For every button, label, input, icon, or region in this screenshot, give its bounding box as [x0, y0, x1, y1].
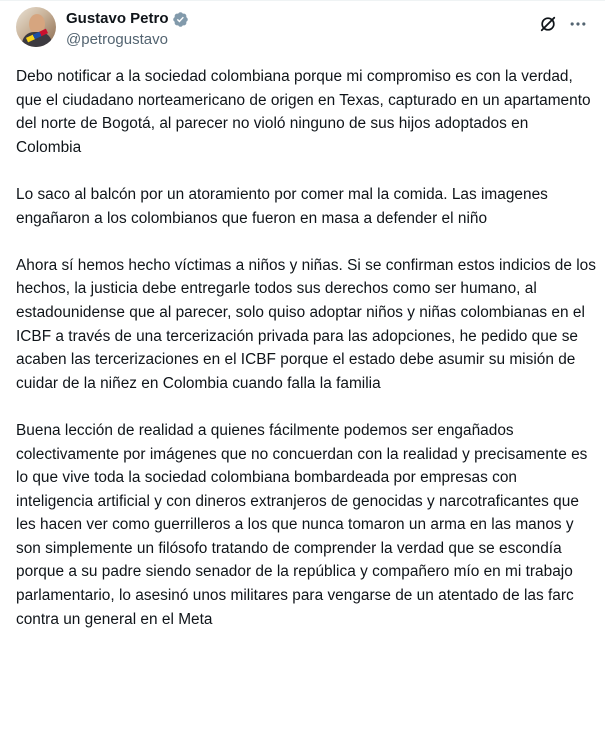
more-options-button[interactable]: [563, 9, 593, 39]
header-actions: [533, 9, 593, 39]
more-options-icon: [568, 14, 588, 34]
tweet-text: [16, 65, 596, 655]
author-display-name[interactable]: Gustavo Petro: [66, 10, 169, 27]
tweet-paragraph-3: Ahora sí hemos hecho víctimas a niños y niñas. Si se confirman estos indicios de los hechos, la justicia debe entregarle todos sus derechos como ser humano, al estadounidense que al parecer, solo quiso adoptar niños y niñas colombianas en el ICBF a través de una tercerización privada para las adopciones, he pedido que se acaben las tercerizaciones en el ICBF porque el estado debe asumir su misión de cuidar de la niñez en Colombia cuando falla la familia: [16, 256, 596, 392]
grok-icon: [538, 14, 558, 34]
tweet-paragraph-2: Lo saco al balcón por un atoramiento por comer mal la comida. Las imagenes engañaron a los colombianos que fueron en masa a defender el niño: [16, 185, 548, 227]
author-handle[interactable]: @petrogustavo: [66, 31, 168, 48]
tweet-header: [16, 7, 593, 59]
name-row: [66, 9, 189, 29]
avatar[interactable]: [16, 7, 56, 47]
verified-badge-icon[interactable]: [172, 11, 189, 28]
author-info: [66, 9, 189, 50]
tweet-paragraph-4: Buena lección de realidad a quienes fácilmente podemos ser engañados colectivamente por imágenes que no concuerdan con la realidad y precisamente es lo que vive toda la sociedad colombiana bombardeada por empresas con inteligencia artificial y con dineros extranjeros de genocidas y narcotraficantes que les hacen ver como guerrilleros a los que nunca tomaron un arma en las manos y son simplemente un filósofo tratando de comprender la verdad que se escondía porque a su padre siendo senador de la república y compañero mío en mi trabajo parlamentario, lo asesinó unos militares para vengarse de un atentado de las farc contra un general en el Meta: [16, 421, 588, 628]
grok-button[interactable]: [533, 9, 563, 39]
tweet-paragraph-1: Debo notificar a la sociedad colombiana porque mi compromiso es con la verdad, que el ciudadano norteamericano de origen en Texas, capturado en un apartamento del norte de Bogotá, al parecer no violó ninguno de sus hijos adoptados en Colombia: [16, 68, 591, 156]
